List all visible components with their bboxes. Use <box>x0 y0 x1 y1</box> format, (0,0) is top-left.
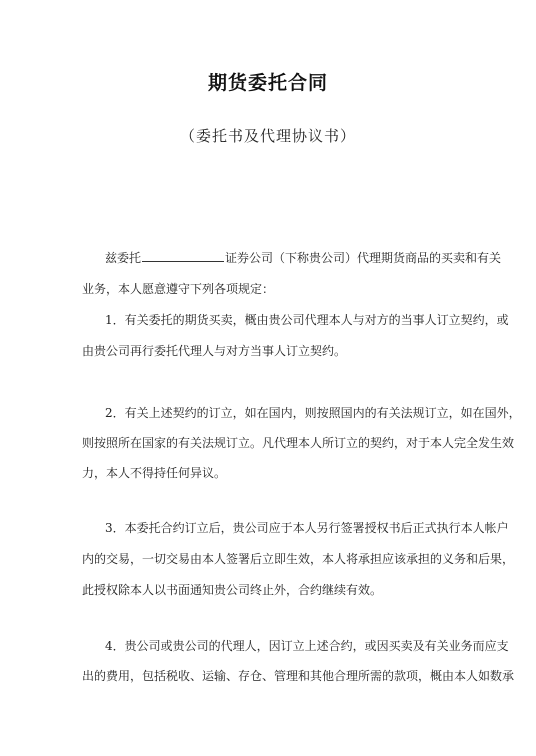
clause-3-line: 3．本委托合约订立后，贵公司应于本人另行签署授权书后正式执行本人帐户 <box>105 521 509 535</box>
intro-line: 业务，本人愿意遵守下列各项规定： <box>82 282 275 296</box>
document-subtitle: （委托书及代理协议书） <box>179 127 356 145</box>
intro-line <box>105 250 501 266</box>
blank-fill-line <box>142 250 224 262</box>
clause-4-line: 4．贵公司或贵公司的代理人，因订立上述合约，或因买卖及有关业务而应支 <box>105 639 509 653</box>
clause-4-line: 出的费用，包括税收、运输、存仓、管理和其他合理所需的款项，概由本人如数承 <box>82 669 515 683</box>
clause-3-line: 此授权除本人以书面通知贵公司终止外，合约继续有效。 <box>82 583 383 597</box>
clause-1-line: 由贵公司再行委托代理人与对方当事人订立契约。 <box>82 344 347 358</box>
document-title: 期货委托合同 <box>207 72 328 94</box>
clause-1-line: 1．有关委托的期货买卖，概由贵公司代理本人与对方的当事人订立契约，或 <box>105 313 509 327</box>
intro-prefix: 兹委托 <box>105 251 142 265</box>
clause-3-line: 内的交易，一切交易由本人签署后立即生效，本人将承担应该承担的义务和后果， <box>82 552 515 566</box>
intro-suffix: 证券公司（下称贵公司）代理期货商品的买卖和有关 <box>225 251 502 265</box>
clause-2-line: 2．有关上述契约的订立，如在国内，则按照国内的有关法规订立，如在国外， <box>105 406 521 420</box>
clause-2-line: 力，本人不得持任何异议。 <box>82 466 227 480</box>
clause-2-line: 则按照所在国家的有关法规订立。凡代理本人所订立的契约，对于本人完全发生效 <box>82 436 515 450</box>
